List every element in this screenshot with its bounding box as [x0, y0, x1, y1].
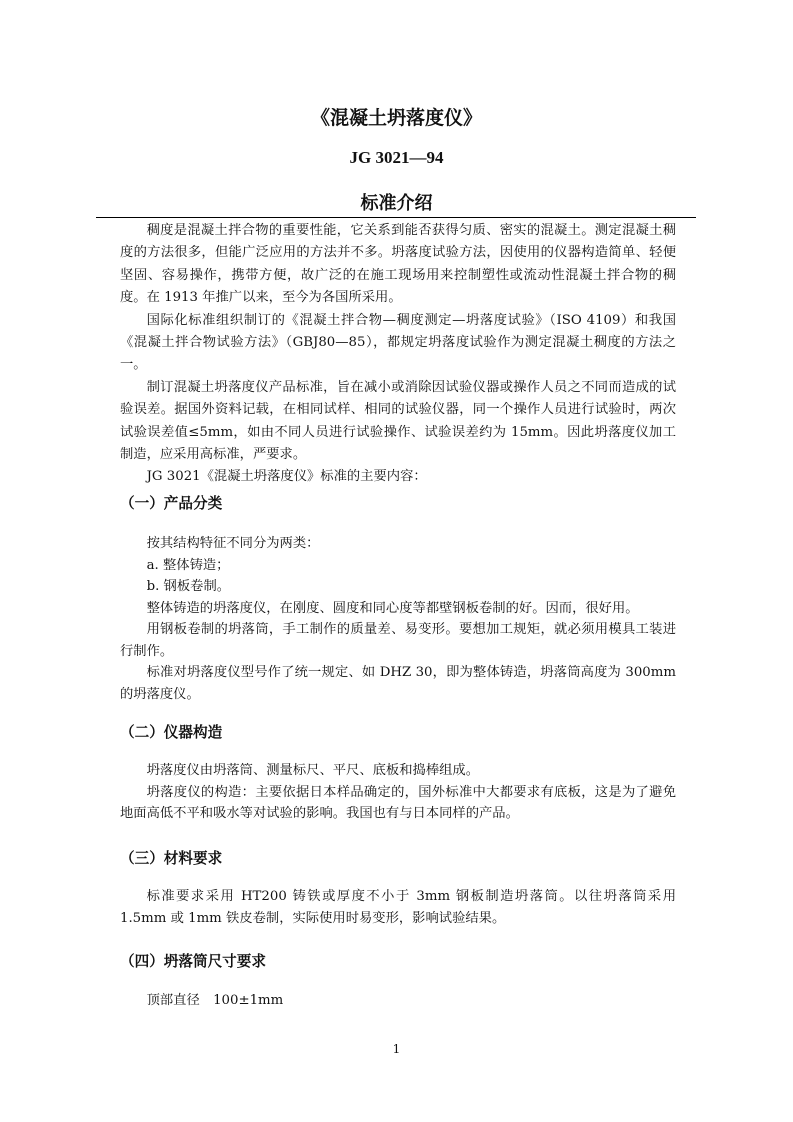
section-paragraph: 坍落度仪的构造：主要依据日本样品确定的，国外标准中大都要求有底板，这是为了避免地面高低不平和吸水等对试验的影响。我国也有与日本同样的产品。 — [120, 784, 676, 821]
intro-paragraph: JG 3021《混凝土坍落度仪》标准的主要内容： — [146, 469, 427, 485]
section-paragraph: 标准对坍落度仪型号作了统一规定、如 DHZ 30，即为整体铸造，坍落筒高度为 300mm 的坍落度仪。 — [120, 665, 676, 702]
document-subtitle: 标准介绍 — [360, 193, 433, 214]
section-body — [120, 533, 676, 705]
header-rule — [96, 217, 696, 218]
section-heading: （一）产品分类 — [120, 495, 223, 512]
standard-code: JG 3021—94 — [349, 148, 444, 167]
section-paragraph: 用钢板卷制的坍落筒，手工制作的质量差、易变形。要想加工规矩，就必须用模具工装进行制作。 — [120, 622, 676, 659]
section-paragraph: 标准要求采用 HT200 铸铁或厚度不小于 3mm 钢板制造坍落筒。以往坍落筒采用 1.5mm 或 1mm 铁皮卷制，实际使用时易变形，影响试验结果。 — [120, 889, 676, 926]
intro-section — [120, 220, 676, 489]
intro-paragraph: 制订混凝土坍落度仪产品标准，旨在减小或消除因试验仪器或操作人员之不同而造成的试验误差。据国外资料记载，在相同试样、相同的试验仪器，同一个操作人员进行试验时，两次试验误差值≤5mm，如由不同人员进行试验操作、试验误差约为 15mm。因此坍落度仪加工制造，应采用高标准，严要求。 — [120, 379, 676, 463]
section-paragraph: 按其结构特征不同分为两类： — [146, 536, 320, 551]
section-heading: （四）坍落筒尺寸要求 — [120, 953, 266, 970]
section-body — [120, 990, 676, 1012]
section-body — [120, 760, 676, 825]
section-heading: （三）材料要求 — [120, 850, 223, 867]
intro-paragraph: 国际化标准组织制订的《混凝土拌合物—稠度测定—坍落度试验》（ISO 4109）和我国《混凝土拌合物试验方法》（GBJ80—85），都规定坍落度试验作为测定混凝土稠度的方法之一。 — [120, 312, 676, 373]
section-paragraph: 整体铸造的坍落度仪，在刚度、圆度和同心度等都壁钢板卷制的好。因而，很好用。 — [146, 600, 639, 616]
section-heading: （二）仪器构造 — [120, 724, 223, 741]
intro-paragraph: 稠度是混凝土拌合物的重要性能，它关系到能否获得匀质、密实的混凝土。测定混凝土稠度的方法很多，但能广泛应用的方法并不多。坍落度试验方法，因使用的仪器构造简单、轻便坚固、容易操作，携带方便，故广泛的在施工现场用来控制塑性或流动性混凝土拌合物的稠度。在 1913 年推广以来，至今为各国所采用。 — [120, 223, 676, 306]
document-title: 《混凝土坍落度仪》 — [310, 107, 482, 129]
section-paragraph: 顶部直径 100±1mm — [146, 993, 284, 1008]
section-body — [120, 886, 676, 929]
page-number: 1 — [392, 1042, 401, 1056]
section-paragraph: a. 整体铸造； — [146, 557, 230, 573]
section-paragraph: b. 钢板卷制。 — [146, 579, 231, 594]
section-paragraph: 坍落度仪由坍落筒、测量标尺、平尺、底板和捣棒组成。 — [146, 763, 480, 778]
